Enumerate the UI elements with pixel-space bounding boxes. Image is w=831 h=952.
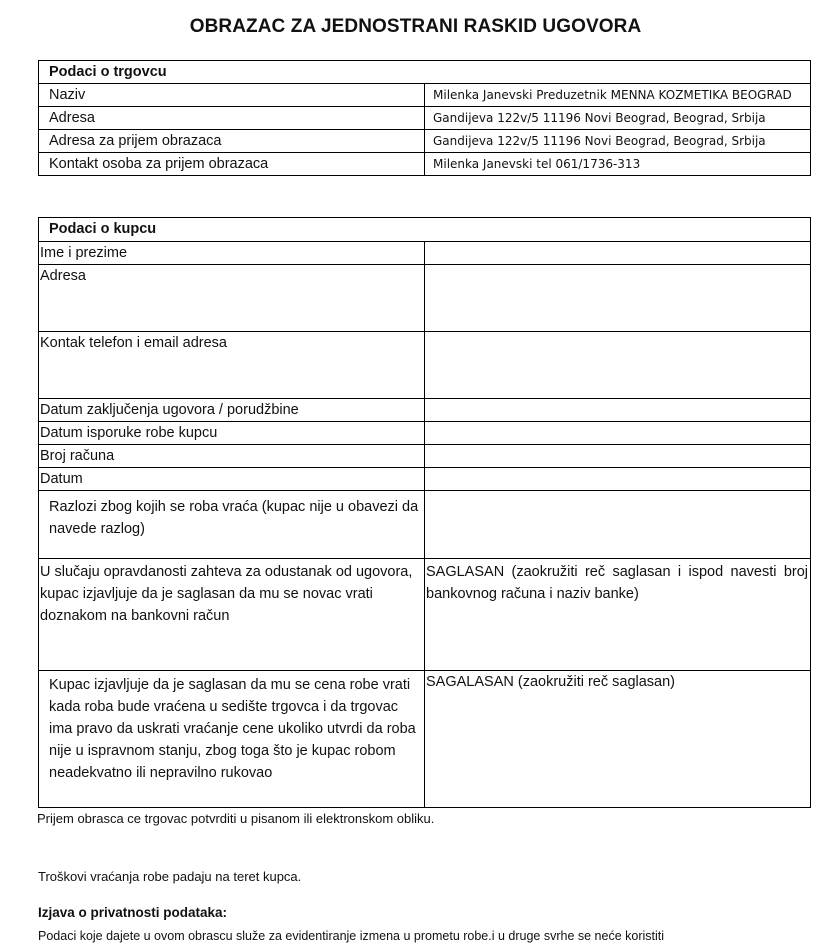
page-title: OBRAZAC ZA JEDNOSTRANI RASKID UGOVORA bbox=[189, 16, 642, 37]
refund-consent-field[interactable]: SAGLASAN (zaokružiti reč saglasan i ispod navesti broj bankovnog računa i naziv banke) bbox=[425, 559, 811, 671]
buyer-address-field[interactable] bbox=[425, 265, 811, 332]
buyer-contact-field[interactable] bbox=[425, 332, 811, 399]
contract-date-field[interactable] bbox=[425, 399, 811, 422]
seller-contact-label: Kontakt osoba za prijem obrazaca bbox=[39, 153, 425, 176]
seller-heading: Podaci o trgovcu bbox=[39, 61, 811, 84]
seller-form-address-value: Gandijeva 122v/5 11196 Novi Beograd, Beograd, Srbija bbox=[425, 130, 811, 153]
price-return-consent-field[interactable]: SAGALASAN (zaokružiti reč saglasan) bbox=[425, 671, 811, 808]
privacy-heading: Izjava o privatnosti podataka: bbox=[38, 905, 228, 920]
seller-contact-value: Milenka Janevski tel 061/1736-313 bbox=[425, 153, 811, 176]
buyer-contact-label: Kontak telefon i email adresa bbox=[39, 332, 425, 399]
seller-table bbox=[38, 60, 811, 176]
refund-consent-label: U slučaju opravdanosti zahteva za odustanak od ugovora, kupac izjavljuje da je saglasan da mu se novac vrati doznakom na bankovni račun bbox=[39, 559, 425, 671]
date-field[interactable] bbox=[425, 468, 811, 491]
seller-address-label: Adresa bbox=[39, 107, 425, 130]
buyer-table bbox=[38, 217, 811, 808]
date-label: Datum bbox=[39, 468, 425, 491]
privacy-text: Podaci koje dajete u ovom obrascu služe za evidentiranje izmena u prometu robe.i u druge svrhe se neće koristiti bbox=[38, 929, 665, 943]
invoice-number-label: Broj računa bbox=[39, 445, 425, 468]
contract-date-label: Datum zaključenja ugovora / porudžbine bbox=[39, 399, 425, 422]
price-return-consent-label: Kupac izjavljuje da je saglasan da mu se cena robe vrati kada roba bude vraćena u sedište trgovca i da trgovac ima pravo da uskrati vraćanje cene ukoliko utvrdi da roba nije u ispravnom stanju, zbog toga što je kupac robom neadekvatno ili nepravilno rukovao bbox=[39, 671, 425, 808]
return-reason-field[interactable] bbox=[425, 491, 811, 559]
return-reason-label: Razlozi zbog kojih se roba vraća (kupac nije u obavezi da navede razlog) bbox=[39, 491, 425, 559]
buyer-name-label: Ime i prezime bbox=[39, 242, 425, 265]
delivery-date-label: Datum isporuke robe kupcu bbox=[39, 422, 425, 445]
seller-form-address-label: Adresa za prijem obrazaca bbox=[39, 130, 425, 153]
seller-name-label: Naziv bbox=[39, 84, 425, 107]
buyer-heading: Podaci o kupcu bbox=[39, 218, 811, 242]
seller-name-value: Milenka Janevski Preduzetnik MENNA KOZMETIKA BEOGRAD bbox=[425, 84, 811, 107]
return-cost-note: Troškovi vraćanja robe padaju na teret kupca. bbox=[38, 869, 302, 884]
receipt-note: Prijem obrasca ce trgovac potvrditi u pisanom ili elektronskom obliku. bbox=[37, 811, 435, 826]
seller-address-value: Gandijeva 122v/5 11196 Novi Beograd, Beograd, Srbija bbox=[425, 107, 811, 130]
delivery-date-field[interactable] bbox=[425, 422, 811, 445]
buyer-address-label: Adresa bbox=[39, 265, 425, 332]
invoice-number-field[interactable] bbox=[425, 445, 811, 468]
buyer-name-field[interactable] bbox=[425, 242, 811, 265]
